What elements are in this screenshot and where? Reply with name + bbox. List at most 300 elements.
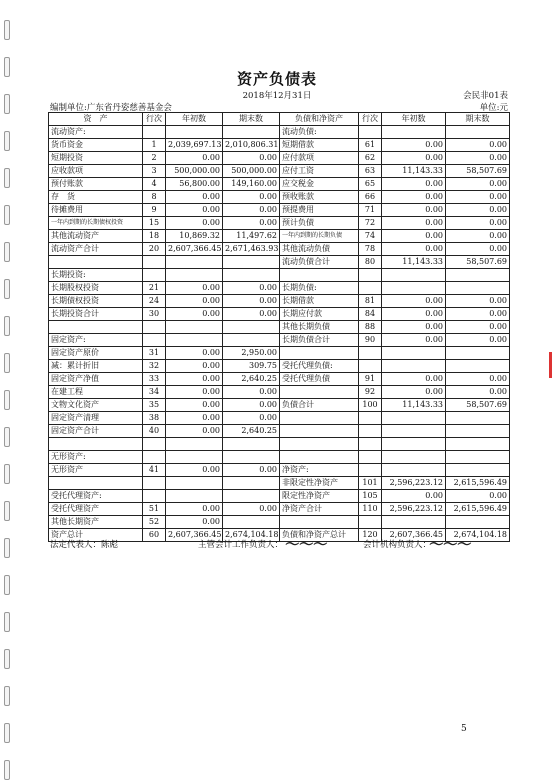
liability-line-no-cell bbox=[359, 360, 382, 373]
liability-name-cell bbox=[280, 516, 359, 529]
asset-begin-cell: 500,000.00 bbox=[166, 165, 223, 178]
asset-name-cell: 长期投资合计 bbox=[49, 308, 143, 321]
table-row bbox=[49, 347, 510, 360]
liability-name-cell: 应交税金 bbox=[280, 178, 359, 191]
binding-hole bbox=[4, 20, 10, 40]
legal-representative: 法定代表人：陈彪 bbox=[50, 540, 119, 550]
header-end-amount: 期末数 bbox=[223, 113, 280, 126]
liability-end-cell bbox=[446, 464, 510, 477]
asset-name-cell: 预付账款 bbox=[49, 178, 143, 191]
liability-line-no-cell bbox=[359, 347, 382, 360]
asset-name-cell: 资产总计 bbox=[49, 529, 143, 542]
liability-name-cell: 应付工资 bbox=[280, 165, 359, 178]
liability-line-no-cell: 92 bbox=[359, 386, 382, 399]
header-begin-amount: 年初数 bbox=[382, 113, 446, 126]
header-end-amount: 期末数 bbox=[446, 113, 510, 126]
liability-name-cell: 长期负债合计 bbox=[280, 334, 359, 347]
liability-begin-cell: 0.00 bbox=[382, 373, 446, 386]
asset-line-no-cell: 18 bbox=[143, 230, 166, 243]
liability-begin-cell bbox=[382, 516, 446, 529]
asset-line-no-cell: 2 bbox=[143, 152, 166, 165]
table-row bbox=[49, 464, 510, 477]
liability-line-no-cell: 120 bbox=[359, 529, 382, 542]
liability-end-cell: 0.00 bbox=[446, 178, 510, 191]
binding-hole bbox=[4, 538, 10, 558]
asset-name-cell: 待摊费用 bbox=[49, 204, 143, 217]
liability-begin-cell: 11,143.33 bbox=[382, 165, 446, 178]
asset-begin-cell: 0.00 bbox=[166, 412, 223, 425]
table-row bbox=[49, 295, 510, 308]
liability-end-cell: 0.00 bbox=[446, 308, 510, 321]
asset-line-no-cell: 15 bbox=[143, 217, 166, 230]
asset-line-no-cell bbox=[143, 451, 166, 464]
liability-begin-cell: 0.00 bbox=[382, 204, 446, 217]
liability-begin-cell bbox=[382, 451, 446, 464]
liability-line-no-cell bbox=[359, 438, 382, 451]
asset-begin-cell bbox=[166, 477, 223, 490]
header-liability: 负债和净资产 bbox=[280, 113, 359, 126]
binding-hole bbox=[4, 279, 10, 299]
liability-line-no-cell bbox=[359, 451, 382, 464]
accounting-supervisor: 主管会计工作负责人： bbox=[198, 540, 284, 550]
table-row bbox=[49, 451, 510, 464]
asset-begin-cell: 0.00 bbox=[166, 347, 223, 360]
asset-name-cell bbox=[49, 256, 143, 269]
balance-sheet-table bbox=[48, 112, 510, 542]
asset-line-no-cell: 3 bbox=[143, 165, 166, 178]
asset-begin-cell bbox=[166, 334, 223, 347]
liability-end-cell: 0.00 bbox=[446, 204, 510, 217]
asset-begin-cell: 0.00 bbox=[166, 373, 223, 386]
liability-name-cell: 负债和净资产总计 bbox=[280, 529, 359, 542]
asset-begin-cell bbox=[166, 438, 223, 451]
liability-line-no-cell: 78 bbox=[359, 243, 382, 256]
binding-hole bbox=[4, 686, 10, 706]
liability-end-cell: 58,507.69 bbox=[446, 399, 510, 412]
asset-name-cell: 固定资产原价 bbox=[49, 347, 143, 360]
asset-end-cell: 2,950.00 bbox=[223, 347, 280, 360]
table-row bbox=[49, 178, 510, 191]
liability-begin-cell: 0.00 bbox=[382, 152, 446, 165]
asset-name-cell: 文物文化资产 bbox=[49, 399, 143, 412]
asset-end-cell bbox=[223, 438, 280, 451]
table-row bbox=[49, 191, 510, 204]
liability-line-no-cell: 105 bbox=[359, 490, 382, 503]
asset-begin-cell: 2,607,366.45 bbox=[166, 243, 223, 256]
liability-name-cell: 非限定性净资产 bbox=[280, 477, 359, 490]
binding-hole bbox=[4, 464, 10, 484]
asset-begin-cell bbox=[166, 490, 223, 503]
liability-begin-cell: 2,596,223.12 bbox=[382, 477, 446, 490]
table-row bbox=[49, 373, 510, 386]
liability-begin-cell bbox=[382, 425, 446, 438]
asset-end-cell: 0.00 bbox=[223, 282, 280, 295]
table-row bbox=[49, 516, 510, 529]
liability-end-cell: 0.00 bbox=[446, 295, 510, 308]
liability-name-cell bbox=[280, 386, 359, 399]
liability-end-cell bbox=[446, 126, 510, 139]
liability-line-no-cell bbox=[359, 126, 382, 139]
table-row bbox=[49, 490, 510, 503]
asset-name-cell: 受托代理资产 bbox=[49, 503, 143, 516]
liability-end-cell bbox=[446, 451, 510, 464]
liability-end-cell: 2,674,104.18 bbox=[446, 529, 510, 542]
liability-end-cell: 58,507.69 bbox=[446, 165, 510, 178]
binding-hole bbox=[4, 501, 10, 521]
liability-begin-cell: 0.00 bbox=[382, 243, 446, 256]
asset-name-cell: 短期投资 bbox=[49, 152, 143, 165]
binding-holes bbox=[4, 0, 18, 783]
liability-name-cell: 预收账款 bbox=[280, 191, 359, 204]
asset-line-no-cell bbox=[143, 256, 166, 269]
liability-end-cell bbox=[446, 269, 510, 282]
table-row bbox=[49, 412, 510, 425]
report-date: 2018年12月31日 bbox=[242, 91, 312, 101]
liability-end-cell bbox=[446, 412, 510, 425]
asset-name-cell: 存 货 bbox=[49, 191, 143, 204]
liability-name-cell bbox=[280, 451, 359, 464]
asset-line-no-cell bbox=[143, 321, 166, 334]
asset-end-cell: 0.00 bbox=[223, 412, 280, 425]
liability-end-cell: 0.00 bbox=[446, 230, 510, 243]
asset-line-no-cell: 1 bbox=[143, 139, 166, 152]
asset-name-cell: 无形资产 bbox=[49, 464, 143, 477]
liability-name-cell: 长期应付款 bbox=[280, 308, 359, 321]
binding-hole bbox=[4, 353, 10, 373]
asset-begin-cell: 56,800.00 bbox=[166, 178, 223, 191]
liability-begin-cell: 0.00 bbox=[382, 217, 446, 230]
asset-end-cell bbox=[223, 477, 280, 490]
asset-end-cell: 149,160.00 bbox=[223, 178, 280, 191]
liability-name-cell: 应付款项 bbox=[280, 152, 359, 165]
asset-begin-cell: 0.00 bbox=[166, 425, 223, 438]
liability-name-cell bbox=[280, 347, 359, 360]
asset-end-cell: 0.00 bbox=[223, 191, 280, 204]
asset-begin-cell: 0.00 bbox=[166, 282, 223, 295]
liability-begin-cell: 0.00 bbox=[382, 191, 446, 204]
table-row bbox=[49, 217, 510, 230]
liability-end-cell: 0.00 bbox=[446, 243, 510, 256]
asset-begin-cell: 0.00 bbox=[166, 386, 223, 399]
liability-name-cell: 短期借款 bbox=[280, 139, 359, 152]
asset-end-cell: 0.00 bbox=[223, 308, 280, 321]
header-asset: 资 产 bbox=[49, 113, 143, 126]
asset-end-cell bbox=[223, 256, 280, 269]
liability-begin-cell: 0.00 bbox=[382, 139, 446, 152]
liability-begin-cell: 0.00 bbox=[382, 230, 446, 243]
asset-end-cell bbox=[223, 451, 280, 464]
asset-line-no-cell bbox=[143, 269, 166, 282]
liability-line-no-cell: 61 bbox=[359, 139, 382, 152]
asset-line-no-cell: 32 bbox=[143, 360, 166, 373]
asset-name-cell bbox=[49, 321, 143, 334]
asset-line-no-cell: 24 bbox=[143, 295, 166, 308]
asset-begin-cell: 0.00 bbox=[166, 191, 223, 204]
asset-begin-cell: 0.00 bbox=[166, 516, 223, 529]
liability-name-cell: 流动负债: bbox=[280, 126, 359, 139]
organization-name: 编制单位:广东省丹姿慈善基金会 bbox=[50, 103, 172, 113]
asset-name-cell: 长期投资: bbox=[49, 269, 143, 282]
asset-name-cell: 固定资产: bbox=[49, 334, 143, 347]
asset-begin-cell: 0.00 bbox=[166, 464, 223, 477]
table-row bbox=[49, 256, 510, 269]
liability-name-cell: 预计负债 bbox=[280, 217, 359, 230]
asset-name-cell: 流动资产合计 bbox=[49, 243, 143, 256]
asset-line-no-cell bbox=[143, 477, 166, 490]
liability-line-no-cell: 65 bbox=[359, 178, 382, 191]
asset-end-cell: 0.00 bbox=[223, 217, 280, 230]
asset-name-cell: 固定资产清理 bbox=[49, 412, 143, 425]
asset-begin-cell: 0.00 bbox=[166, 295, 223, 308]
asset-line-no-cell: 9 bbox=[143, 204, 166, 217]
asset-end-cell: 0.00 bbox=[223, 386, 280, 399]
liability-line-no-cell: 81 bbox=[359, 295, 382, 308]
asset-end-cell: 500,000.00 bbox=[223, 165, 280, 178]
liability-name-cell bbox=[280, 412, 359, 425]
liability-begin-cell: 0.00 bbox=[382, 308, 446, 321]
liability-line-no-cell: 90 bbox=[359, 334, 382, 347]
asset-name-cell: 长期债权投资 bbox=[49, 295, 143, 308]
liability-line-no-cell bbox=[359, 464, 382, 477]
binding-hole bbox=[4, 723, 10, 743]
table-row bbox=[49, 204, 510, 217]
asset-line-no-cell: 21 bbox=[143, 282, 166, 295]
liability-begin-cell: 11,143.33 bbox=[382, 399, 446, 412]
liability-name-cell: 长期负债: bbox=[280, 282, 359, 295]
liability-name-cell: 预提费用 bbox=[280, 204, 359, 217]
asset-end-cell: 309.75 bbox=[223, 360, 280, 373]
liability-name-cell: 负债合计 bbox=[280, 399, 359, 412]
page-number: 5 bbox=[461, 724, 467, 734]
liability-begin-cell: 0.00 bbox=[382, 386, 446, 399]
asset-end-cell: 0.00 bbox=[223, 152, 280, 165]
asset-begin-cell: 0.00 bbox=[166, 399, 223, 412]
asset-end-cell bbox=[223, 126, 280, 139]
table-row bbox=[49, 360, 510, 373]
asset-end-cell: 0.00 bbox=[223, 399, 280, 412]
asset-line-no-cell: 20 bbox=[143, 243, 166, 256]
liability-end-cell: 0.00 bbox=[446, 490, 510, 503]
binding-hole bbox=[4, 316, 10, 336]
asset-begin-cell: 2,039,697.13 bbox=[166, 139, 223, 152]
asset-begin-cell bbox=[166, 269, 223, 282]
liability-name-cell: 长期借款 bbox=[280, 295, 359, 308]
binding-hole bbox=[4, 131, 10, 151]
liability-name-cell: 受托代理负债: bbox=[280, 360, 359, 373]
liability-end-cell bbox=[446, 282, 510, 295]
asset-end-cell: 0.00 bbox=[223, 503, 280, 516]
asset-line-no-cell: 8 bbox=[143, 191, 166, 204]
liability-begin-cell bbox=[382, 347, 446, 360]
binding-hole bbox=[4, 205, 10, 225]
asset-line-no-cell: 4 bbox=[143, 178, 166, 191]
liability-begin-cell bbox=[382, 360, 446, 373]
asset-name-cell: 在建工程 bbox=[49, 386, 143, 399]
liability-name-cell: 净资产: bbox=[280, 464, 359, 477]
table-row bbox=[49, 425, 510, 438]
asset-begin-cell: 0.00 bbox=[166, 204, 223, 217]
asset-end-cell bbox=[223, 334, 280, 347]
liability-end-cell: 0.00 bbox=[446, 334, 510, 347]
liability-line-no-cell bbox=[359, 412, 382, 425]
asset-name-cell: 固定资产净值 bbox=[49, 373, 143, 386]
table-row bbox=[49, 438, 510, 451]
asset-line-no-cell: 52 bbox=[143, 516, 166, 529]
liability-line-no-cell: 62 bbox=[359, 152, 382, 165]
liability-name-cell bbox=[280, 269, 359, 282]
liability-name-cell: 其他流动负债 bbox=[280, 243, 359, 256]
binding-hole bbox=[4, 575, 10, 595]
table-row bbox=[49, 308, 510, 321]
liability-begin-cell: 0.00 bbox=[382, 490, 446, 503]
asset-line-no-cell: 34 bbox=[143, 386, 166, 399]
liability-begin-cell bbox=[382, 269, 446, 282]
binding-hole bbox=[4, 760, 10, 780]
asset-begin-cell: 0.00 bbox=[166, 360, 223, 373]
liability-name-cell: 流动负债合计 bbox=[280, 256, 359, 269]
table-row bbox=[49, 139, 510, 152]
binding-hole bbox=[4, 649, 10, 669]
liability-line-no-cell: 91 bbox=[359, 373, 382, 386]
liability-line-no-cell bbox=[359, 269, 382, 282]
liability-begin-cell: 0.00 bbox=[382, 178, 446, 191]
liability-name-cell bbox=[280, 438, 359, 451]
liability-name-cell: 限定性净资产 bbox=[280, 490, 359, 503]
asset-name-cell: 货币资金 bbox=[49, 139, 143, 152]
page-title: 资产负债表 bbox=[236, 70, 317, 88]
red-stamp-edge bbox=[549, 352, 552, 378]
liability-name-cell: 一年内到期的长期负债 bbox=[280, 230, 359, 243]
header-begin-amount: 年初数 bbox=[166, 113, 223, 126]
asset-name-cell: 一年内到期的长期债权投资 bbox=[49, 217, 143, 230]
liability-name-cell bbox=[280, 425, 359, 438]
form-number: 会民非01表 bbox=[463, 91, 508, 101]
liability-begin-cell bbox=[382, 282, 446, 295]
table-row bbox=[49, 165, 510, 178]
asset-end-cell: 2,671,463.93 bbox=[223, 243, 280, 256]
table-row bbox=[49, 503, 510, 516]
liability-line-no-cell: 71 bbox=[359, 204, 382, 217]
table-row bbox=[49, 321, 510, 334]
accounting-dept-head: 会计机构负责人： bbox=[363, 540, 432, 550]
asset-line-no-cell: 51 bbox=[143, 503, 166, 516]
liability-end-cell: 0.00 bbox=[446, 139, 510, 152]
liability-end-cell: 0.00 bbox=[446, 321, 510, 334]
table-header-row bbox=[49, 113, 510, 126]
binding-hole bbox=[4, 427, 10, 447]
asset-end-cell bbox=[223, 490, 280, 503]
header-line-no: 行次 bbox=[143, 113, 166, 126]
asset-line-no-cell bbox=[143, 490, 166, 503]
liability-name-cell: 净资产合计 bbox=[280, 503, 359, 516]
binding-hole bbox=[4, 390, 10, 410]
liability-end-cell bbox=[446, 438, 510, 451]
asset-end-cell: 0.00 bbox=[223, 204, 280, 217]
table-row bbox=[49, 282, 510, 295]
table-row bbox=[49, 386, 510, 399]
table-row bbox=[49, 126, 510, 139]
asset-name-cell: 固定资产合计 bbox=[49, 425, 143, 438]
asset-begin-cell: 0.00 bbox=[166, 308, 223, 321]
asset-name-cell bbox=[49, 477, 143, 490]
table-row bbox=[49, 243, 510, 256]
asset-end-cell bbox=[223, 269, 280, 282]
asset-name-cell: 其他流动资产 bbox=[49, 230, 143, 243]
asset-line-no-cell bbox=[143, 126, 166, 139]
liability-begin-cell bbox=[382, 438, 446, 451]
asset-line-no-cell: 38 bbox=[143, 412, 166, 425]
liability-begin-cell: 0.00 bbox=[382, 334, 446, 347]
handwritten-signature: 〜〜〜 bbox=[428, 537, 470, 553]
asset-end-cell: 2,010,806.31 bbox=[223, 139, 280, 152]
liability-line-no-cell: 72 bbox=[359, 217, 382, 230]
currency-unit: 单位:元 bbox=[479, 103, 508, 113]
table-row bbox=[49, 152, 510, 165]
liability-end-cell: 0.00 bbox=[446, 217, 510, 230]
asset-line-no-cell: 30 bbox=[143, 308, 166, 321]
asset-begin-cell bbox=[166, 256, 223, 269]
liability-end-cell bbox=[446, 347, 510, 360]
asset-line-no-cell bbox=[143, 438, 166, 451]
liability-end-cell: 2,615,596.49 bbox=[446, 477, 510, 490]
liability-line-no-cell: 84 bbox=[359, 308, 382, 321]
asset-name-cell: 减：累计折旧 bbox=[49, 360, 143, 373]
asset-end-cell: 0.00 bbox=[223, 295, 280, 308]
liability-begin-cell: 0.00 bbox=[382, 321, 446, 334]
liability-end-cell: 0.00 bbox=[446, 152, 510, 165]
asset-begin-cell: 0.00 bbox=[166, 152, 223, 165]
liability-name-cell: 受托代理负债 bbox=[280, 373, 359, 386]
liability-end-cell: 0.00 bbox=[446, 373, 510, 386]
liability-end-cell bbox=[446, 516, 510, 529]
liability-end-cell: 0.00 bbox=[446, 386, 510, 399]
liability-begin-cell: 2,596,223.12 bbox=[382, 503, 446, 516]
binding-hole bbox=[4, 612, 10, 632]
asset-begin-cell: 0.00 bbox=[166, 217, 223, 230]
binding-hole bbox=[4, 242, 10, 262]
asset-line-no-cell: 41 bbox=[143, 464, 166, 477]
binding-hole bbox=[4, 168, 10, 188]
asset-begin-cell: 0.00 bbox=[166, 503, 223, 516]
asset-end-cell: 0.00 bbox=[223, 464, 280, 477]
liability-end-cell: 0.00 bbox=[446, 191, 510, 204]
asset-name-cell: 长期股权投资 bbox=[49, 282, 143, 295]
asset-end-cell: 11,497.62 bbox=[223, 230, 280, 243]
asset-end-cell: 2,640.25 bbox=[223, 425, 280, 438]
asset-name-cell: 流动资产: bbox=[49, 126, 143, 139]
asset-line-no-cell bbox=[143, 334, 166, 347]
asset-begin-cell bbox=[166, 321, 223, 334]
liability-line-no-cell bbox=[359, 516, 382, 529]
asset-name-cell bbox=[49, 438, 143, 451]
asset-name-cell: 应收款项 bbox=[49, 165, 143, 178]
table-row bbox=[49, 399, 510, 412]
liability-end-cell: 58,507.69 bbox=[446, 256, 510, 269]
liability-line-no-cell: 110 bbox=[359, 503, 382, 516]
liability-line-no-cell bbox=[359, 425, 382, 438]
table-row bbox=[49, 269, 510, 282]
asset-line-no-cell: 60 bbox=[143, 529, 166, 542]
asset-name-cell: 受托代理资产: bbox=[49, 490, 143, 503]
asset-line-no-cell: 31 bbox=[143, 347, 166, 360]
liability-begin-cell bbox=[382, 126, 446, 139]
asset-line-no-cell: 40 bbox=[143, 425, 166, 438]
liability-line-no-cell: 66 bbox=[359, 191, 382, 204]
asset-end-cell bbox=[223, 321, 280, 334]
asset-begin-cell bbox=[166, 126, 223, 139]
liability-begin-cell bbox=[382, 464, 446, 477]
liability-line-no-cell: 63 bbox=[359, 165, 382, 178]
